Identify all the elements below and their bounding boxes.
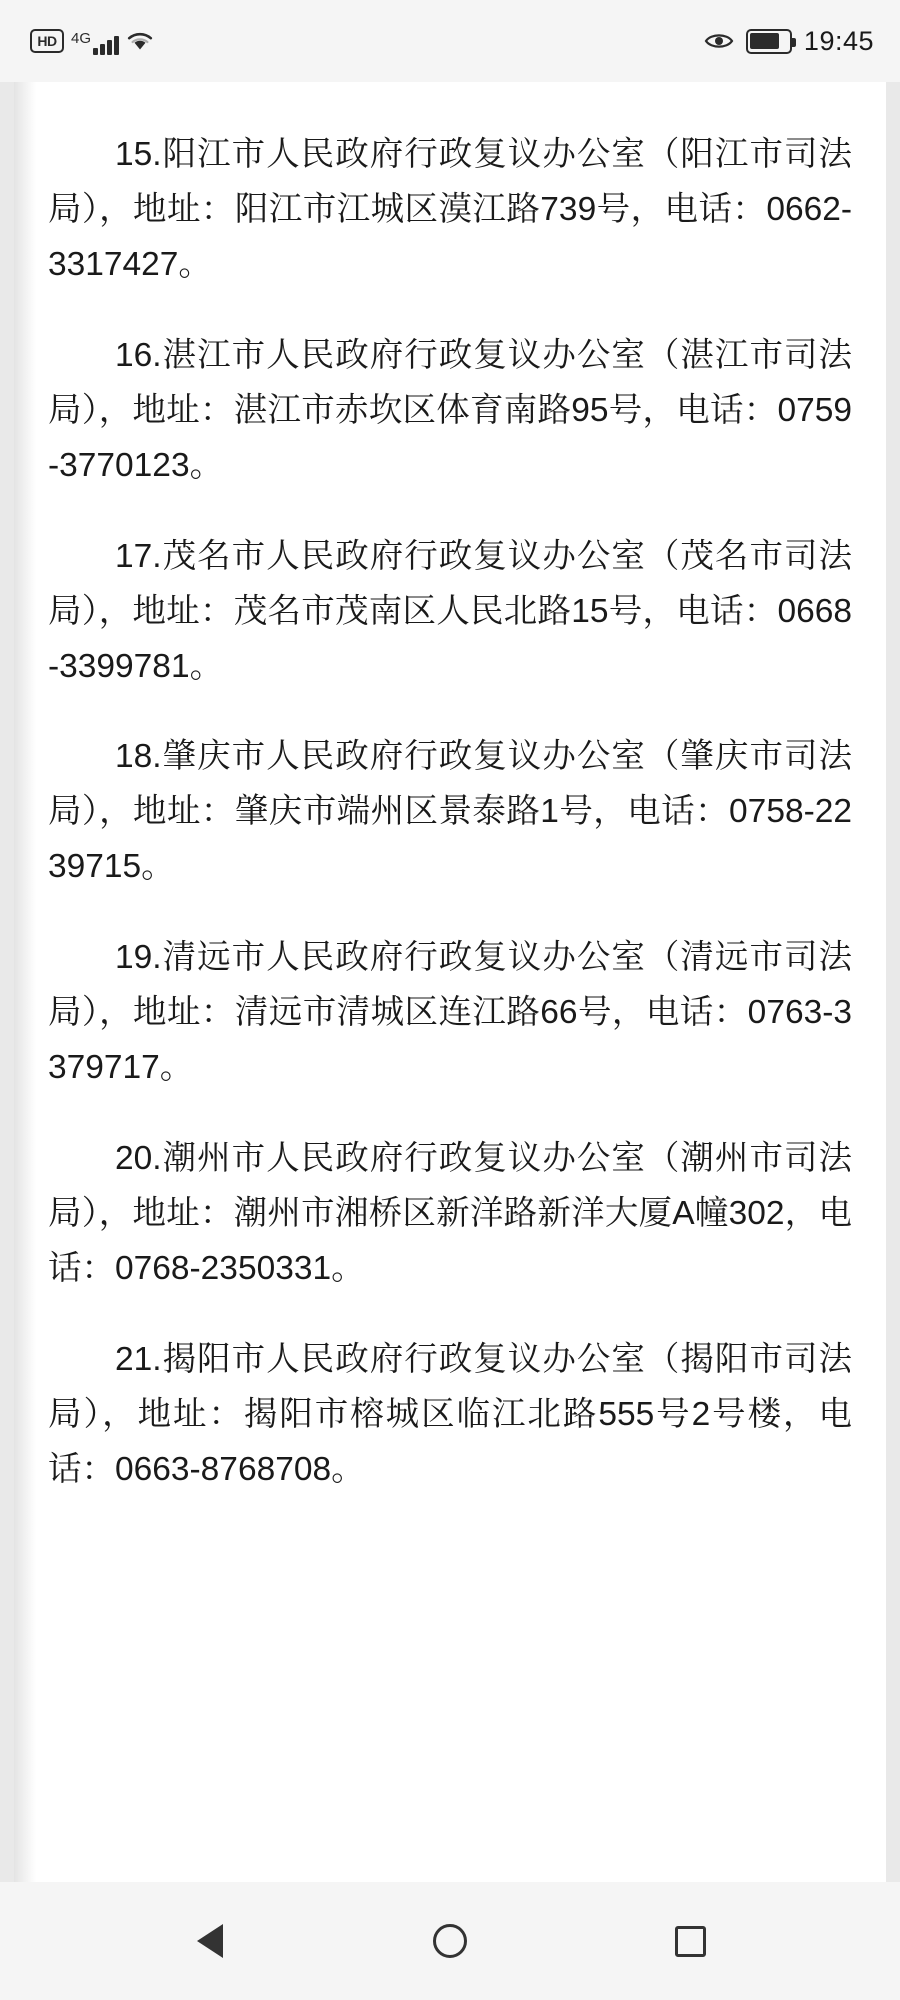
network-type-label: 4G <box>71 30 92 47</box>
document-paragraph: 17.茂名市人民政府行政复议办公室（茂名市司法局），地址：茂名市茂南区人民北路15号，电话：0668-3399781。 <box>48 537 852 685</box>
home-circle-icon <box>433 1924 467 1958</box>
status-bar-right <box>704 26 874 57</box>
back-button[interactable] <box>178 1909 242 1973</box>
document-paragraph: 15.阳江市人民政府行政复议办公室（阳江市司法局），地址：阳江市江城区漠江路739号，电话：0662-3317427。 <box>48 136 852 283</box>
system-navigation-bar <box>0 1882 900 2000</box>
document-paragraph: 20.潮州市人民政府行政复议办公室（潮州市司法局），地址：潮州市湘桥区新洋路新洋大厦A幢302，电话：0768-2350331。 <box>48 1140 852 1287</box>
status-bar-left <box>30 27 154 55</box>
clock-label: 19:45 <box>803 25 874 56</box>
signal-bars-icon <box>71 27 119 55</box>
eye-comfort-icon <box>704 30 734 52</box>
signal-strength-bars <box>93 33 119 55</box>
document-scroll-area[interactable] <box>0 82 900 1882</box>
back-triangle-icon <box>197 1924 223 1958</box>
wifi-icon <box>126 29 154 53</box>
status-bar <box>0 0 900 82</box>
document-paragraph: 18.肇庆市人民政府行政复议办公室（肇庆市司法局），地址：肇庆市端州区景泰路1号，电话：0758-2239715。 <box>48 738 852 886</box>
recents-square-icon <box>675 1926 706 1957</box>
battery-icon <box>746 29 792 54</box>
home-button[interactable] <box>418 1909 482 1973</box>
document-paragraph: 19.清远市人民政府行政复议办公室（清远市司法局），地址：清远市清城区连江路66号，电话：0763-3379717。 <box>48 939 852 1087</box>
document-paragraph: 16.湛江市人民政府行政复议办公室（湛江市司法局），地址：湛江市赤坎区体育南路95号，电话：0759-3770123。 <box>48 336 852 484</box>
document-paragraph: 21.揭阳市人民政府行政复议办公室（揭阳市司法局），地址：揭阳市榕城区临江北路555号2号楼，电话：0663-8768708。 <box>48 1340 852 1488</box>
document-page <box>14 82 886 1882</box>
recents-button[interactable] <box>658 1909 722 1973</box>
hd-icon: HD <box>30 29 64 53</box>
